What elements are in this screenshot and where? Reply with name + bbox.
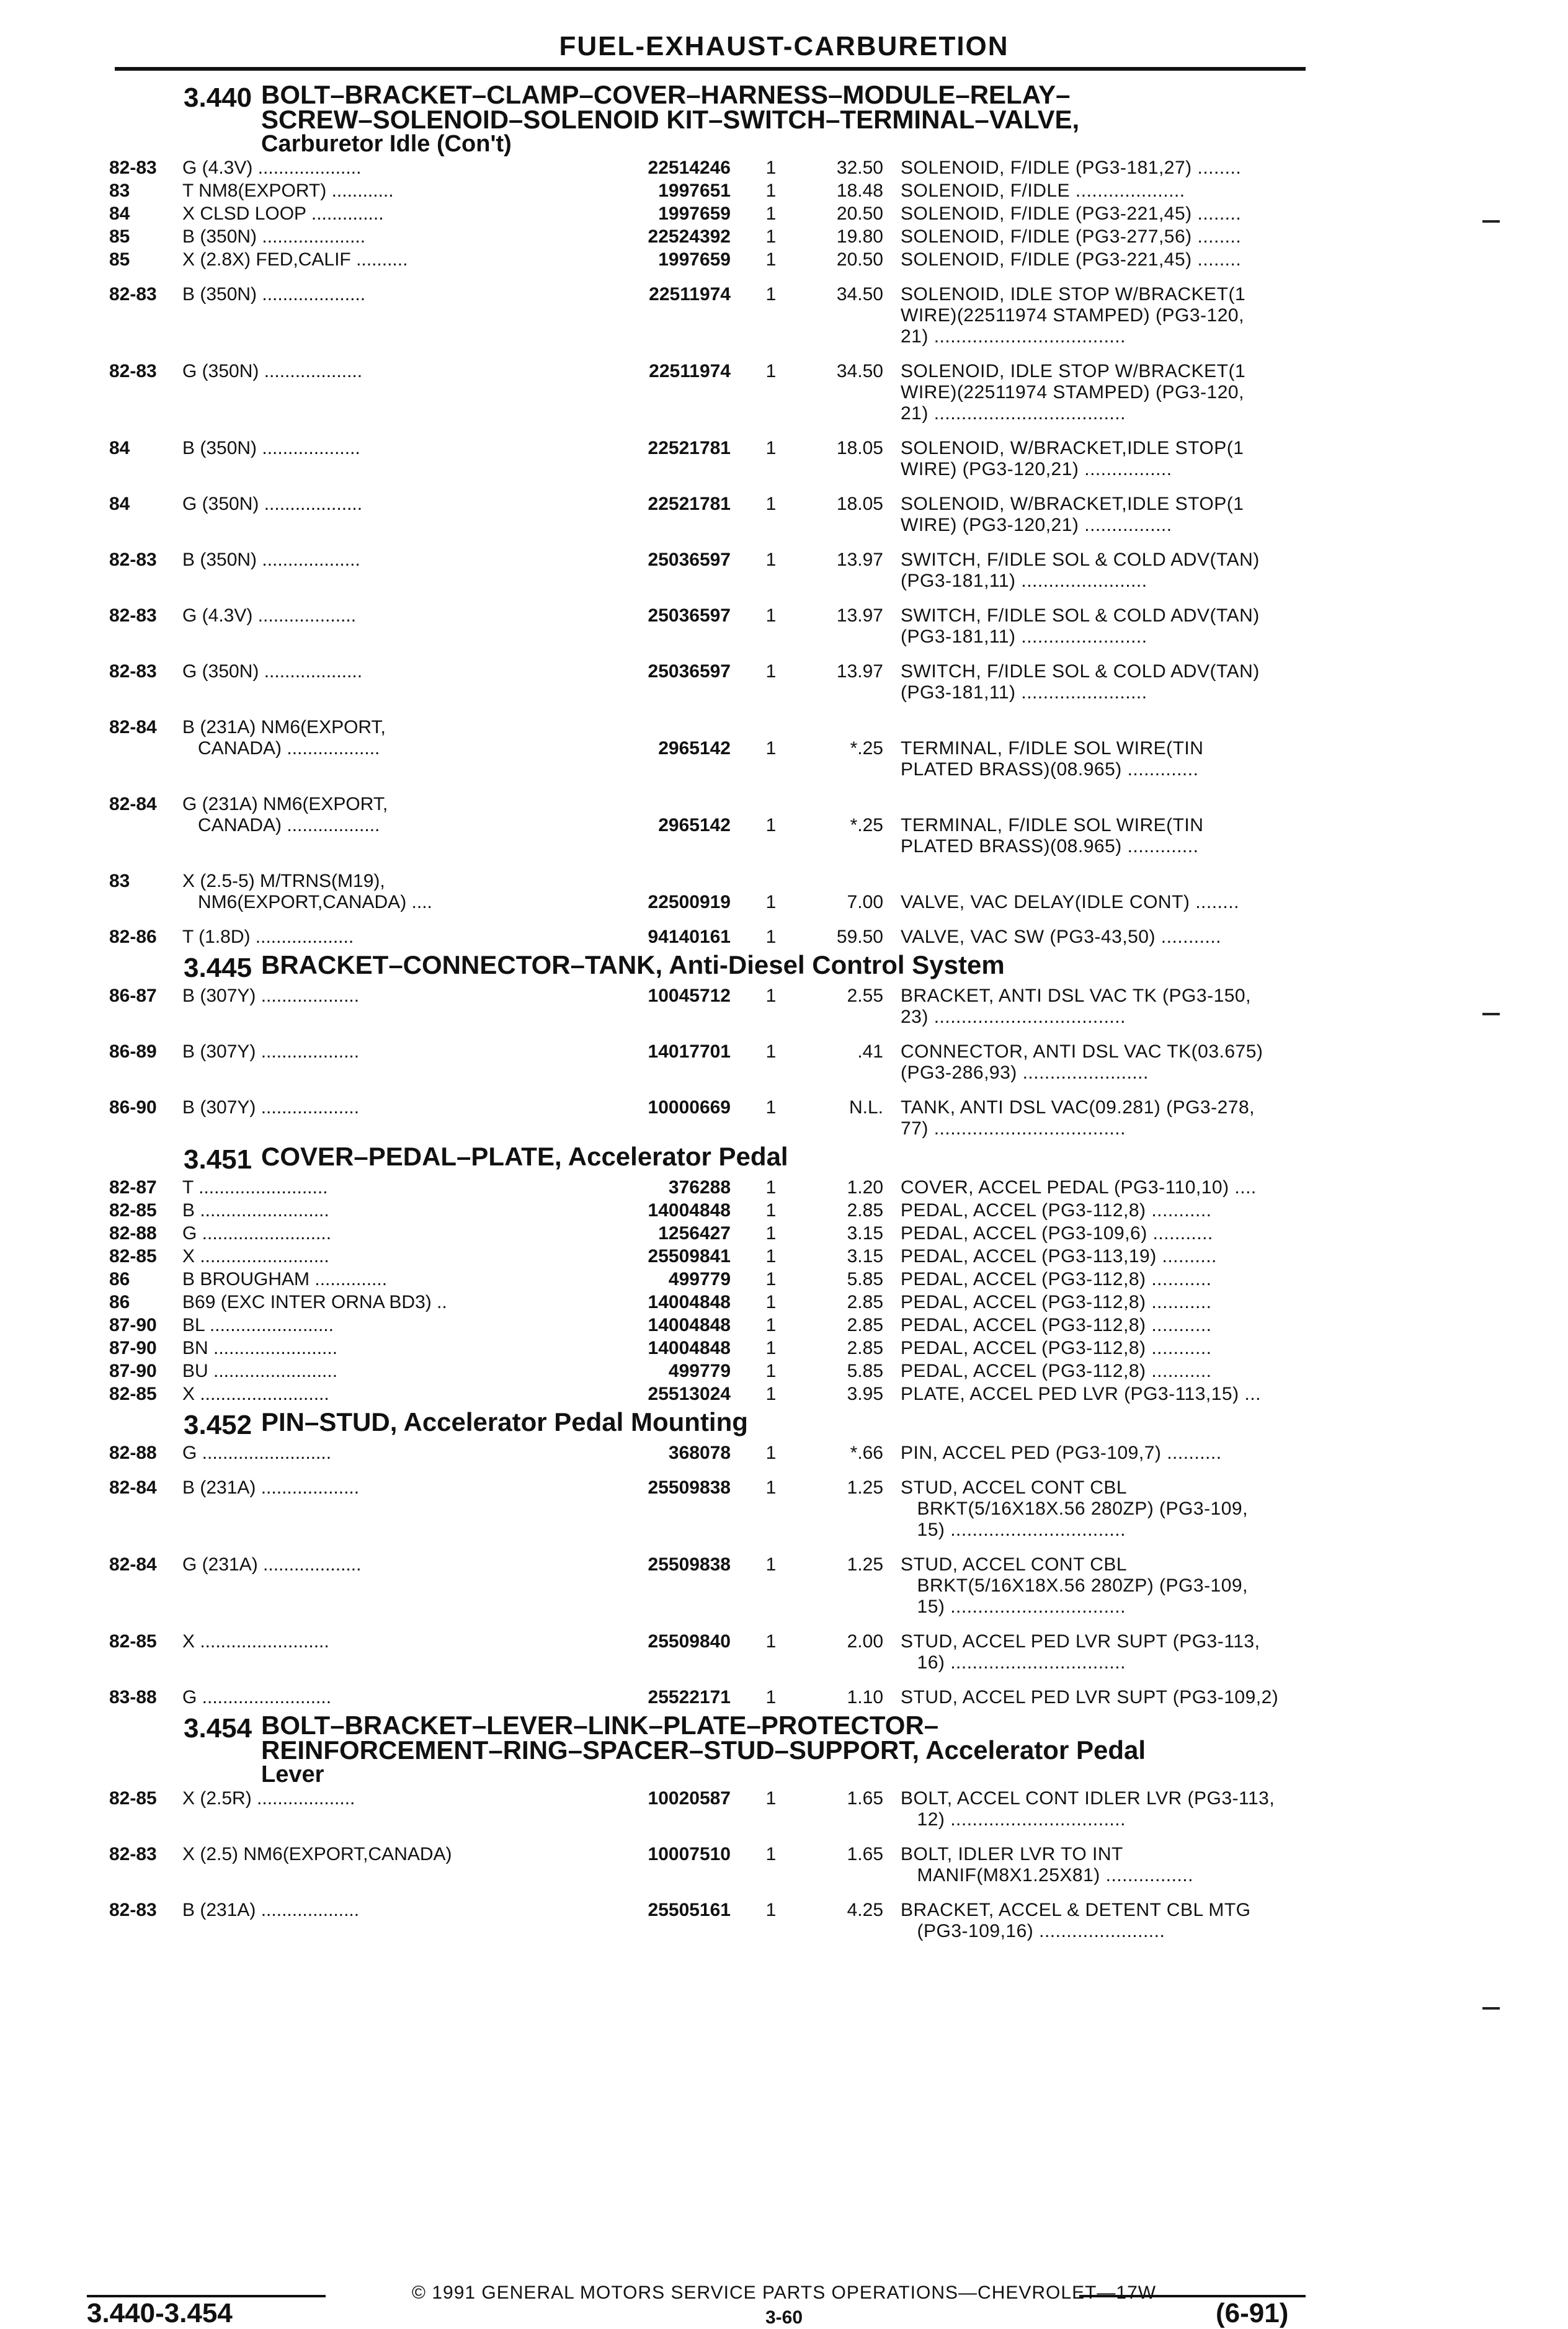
model-year: 82-84: [109, 717, 157, 737]
part-description: VALVE, VAC DELAY(IDLE CONT) ........: [901, 892, 1239, 912]
model-year: 82-84: [109, 794, 157, 814]
quantity: 1: [765, 892, 777, 912]
section: [109, 1144, 1300, 1405]
part-row: [109, 1687, 1300, 1708]
model-year: 82-84: [109, 1554, 157, 1575]
part-row: [109, 927, 1300, 948]
model-year: 82-83: [109, 284, 157, 305]
price: 13.97: [836, 550, 883, 570]
part-row: [109, 986, 1300, 1028]
part-row: [109, 605, 1300, 648]
application: B (307Y) ...................: [182, 1041, 360, 1062]
section-number: 3.454: [184, 1713, 252, 1743]
part-row: [109, 1200, 1300, 1221]
section-heading: BOLT–BRACKET–CLAMP–COVER–HARNESS–MODULE–RELAY–: [261, 80, 1071, 109]
part-row: [109, 794, 1300, 857]
application: X (2.5) NM6(EXPORT,CANADA): [182, 1844, 452, 1864]
price: 18.05: [836, 494, 883, 514]
quantity: 1: [765, 494, 777, 514]
price: 1.25: [847, 1477, 883, 1498]
part-number: 1997659: [658, 249, 731, 270]
quantity: 1: [765, 605, 777, 626]
part-row: [109, 494, 1300, 536]
part-row: [109, 661, 1300, 703]
part-row: [109, 1223, 1300, 1244]
price: 4.25: [847, 1900, 883, 1920]
part-description: SOLENOID, IDLE STOP W/BRACKET(1 WIRE)(22511974 STAMPED) (PG3-120, 21) ...................................: [901, 361, 1246, 424]
part-description: PEDAL, ACCEL (PG3-112,8) ...........: [901, 1361, 1212, 1381]
part-description: SWITCH, F/IDLE SOL & COLD ADV(TAN) (PG3-181,11) .......................: [901, 605, 1260, 647]
part-description: PEDAL, ACCEL (PG3-113,19) ..........: [901, 1246, 1217, 1267]
model-year: 87-90: [109, 1338, 157, 1358]
part-number: 22521781: [648, 438, 731, 458]
part-number: 25036597: [648, 550, 731, 570]
section: [109, 950, 1300, 1139]
part-row: [109, 1631, 1300, 1673]
model-year: 82-88: [109, 1443, 157, 1463]
quantity: 1: [765, 361, 777, 381]
price: 18.48: [836, 180, 883, 201]
application: X (2.5R) ...................: [182, 1788, 355, 1809]
application: B (307Y) ...................: [182, 1097, 360, 1118]
part-number: 14004848: [648, 1200, 731, 1221]
part-row: [109, 249, 1300, 270]
price: 13.97: [836, 661, 883, 682]
application: B (350N) ...................: [182, 438, 360, 458]
part-row: [109, 717, 1300, 780]
application: G (231A) NM6(EXPORT, CANADA) ..................: [182, 794, 388, 835]
part-description: SOLENOID, F/IDLE (PG3-221,45) ........: [901, 249, 1242, 270]
price: .41: [857, 1041, 883, 1062]
section-heading: BRACKET–CONNECTOR–TANK, Anti-Diesel Control System: [261, 950, 1005, 979]
part-row: [109, 1900, 1300, 1942]
application: B69 (EXC INTER ORNA BD3) ..: [182, 1292, 447, 1312]
model-year: 82-83: [109, 661, 157, 682]
part-number: 22500919: [648, 892, 731, 912]
part-description: TERMINAL, F/IDLE SOL WIRE(TIN PLATED BRASS)(08.965) .............: [901, 738, 1204, 780]
model-year: 82-85: [109, 1200, 157, 1221]
quantity: 1: [765, 1384, 777, 1404]
model-year: 86-89: [109, 1041, 157, 1062]
quantity: 1: [765, 1554, 777, 1575]
quantity: 1: [765, 1269, 777, 1289]
application: G .........................: [182, 1223, 332, 1244]
part-number: 2965142: [658, 738, 731, 759]
part-description: VALVE, VAC SW (PG3-43,50) ...........: [901, 927, 1221, 947]
quantity: 1: [765, 1292, 777, 1312]
price: 34.50: [836, 361, 883, 381]
part-row: [109, 284, 1300, 347]
part-number: 22511974: [649, 361, 731, 381]
application: X CLSD LOOP ..............: [182, 203, 384, 224]
model-year: 84: [109, 494, 130, 514]
part-description: BRACKET, ACCEL & DETENT CBL MTG (PG3-109,16) .......................: [901, 1900, 1251, 1941]
model-year: 82-83: [109, 158, 157, 178]
part-row: [109, 1292, 1300, 1313]
footer-section-range: 3.440-3.454: [87, 2298, 233, 2328]
part-description: SOLENOID, IDLE STOP W/BRACKET(1 WIRE)(22511974 STAMPED) (PG3-120, 21) ...................................: [901, 284, 1246, 347]
model-year: 82-83: [109, 605, 157, 626]
part-row: [109, 550, 1300, 592]
margin-mark: [1482, 220, 1500, 223]
part-row: [109, 1041, 1300, 1084]
price: 1.65: [847, 1788, 883, 1809]
part-row: [109, 871, 1300, 913]
quantity: 1: [765, 927, 777, 947]
part-number: 22514246: [648, 158, 731, 178]
model-year: 84: [109, 438, 130, 458]
part-number: 14004848: [648, 1315, 731, 1335]
price: *.66: [850, 1443, 883, 1463]
part-row: [109, 1443, 1300, 1464]
part-description: SOLENOID, F/IDLE ....................: [901, 180, 1185, 201]
part-row: [109, 1315, 1300, 1336]
quantity: 1: [765, 1443, 777, 1463]
price: 32.50: [836, 158, 883, 178]
application: T NM8(EXPORT) ............: [182, 180, 394, 201]
part-number: 368078: [668, 1443, 731, 1463]
part-description: STUD, ACCEL CONT CBL BRKT(5/16X18X.56 280ZP) (PG3-109, 15) ................................: [901, 1554, 1248, 1617]
part-description: SWITCH, F/IDLE SOL & COLD ADV(TAN) (PG3-181,11) .......................: [901, 550, 1260, 591]
section: [109, 82, 1300, 948]
model-year: 82-83: [109, 361, 157, 381]
model-year: 87-90: [109, 1315, 157, 1335]
quantity: 1: [765, 438, 777, 458]
part-number: 14004848: [648, 1292, 731, 1312]
quantity: 1: [765, 1844, 777, 1864]
part-row: [109, 438, 1300, 480]
quantity: 1: [765, 986, 777, 1006]
part-number: 499779: [668, 1269, 731, 1289]
section-number: 3.451: [184, 1144, 252, 1175]
margin-mark: [1482, 2007, 1500, 2010]
part-number: 376288: [668, 1177, 731, 1198]
application: X (2.5-5) M/TRNS(M19), NM6(EXPORT,CANADA) ....: [182, 871, 432, 912]
model-year: 82-86: [109, 927, 157, 947]
application: G (4.3V) ....................: [182, 158, 362, 178]
part-number: 22521781: [648, 494, 731, 514]
quantity: 1: [765, 1223, 777, 1244]
part-row: [109, 1477, 1300, 1541]
section-number: 3.452: [184, 1410, 252, 1440]
quantity: 1: [765, 249, 777, 270]
part-number: 22524392: [648, 226, 731, 247]
price: 2.00: [847, 1631, 883, 1652]
quantity: 1: [765, 1477, 777, 1498]
model-year: 82-83: [109, 1900, 157, 1920]
part-description: BRACKET, ANTI DSL VAC TK (PG3-150, 23) ...................................: [901, 986, 1251, 1027]
model-year: 82-85: [109, 1246, 157, 1267]
application: G (4.3V) ...................: [182, 605, 357, 626]
price: 3.15: [847, 1246, 883, 1267]
part-description: SOLENOID, F/IDLE (PG3-277,56) ........: [901, 226, 1242, 247]
application: B (350N) ....................: [182, 226, 366, 247]
footer-date: (6-91): [1216, 2298, 1289, 2328]
part-description: STUD, ACCEL CONT CBL BRKT(5/16X18X.56 280ZP) (PG3-109, 15) ................................: [901, 1477, 1248, 1540]
price: 2.85: [847, 1315, 883, 1335]
price: 34.50: [836, 284, 883, 305]
section-heading: BOLT–BRACKET–LEVER–LINK–PLATE–PROTECTOR–: [261, 1711, 939, 1740]
model-year: 83: [109, 180, 130, 201]
quantity: 1: [765, 158, 777, 178]
application: B BROUGHAM ..............: [182, 1269, 388, 1289]
application: X .........................: [182, 1631, 329, 1652]
quantity: 1: [765, 1315, 777, 1335]
part-number: 22511974: [649, 284, 731, 305]
page-title: FUEL-EXHAUST-CARBURETION: [559, 31, 1009, 61]
price: N.L.: [849, 1097, 883, 1118]
model-year: 82-85: [109, 1384, 157, 1404]
part-description: PEDAL, ACCEL (PG3-112,8) ...........: [901, 1292, 1212, 1312]
quantity: 1: [765, 1246, 777, 1267]
footer-copyright: © 1991 GENERAL MOTORS SERVICE PARTS OPERATIONS—CHEVROLET—17W: [411, 2282, 1157, 2303]
part-description: TANK, ANTI DSL VAC(09.281) (PG3-278, 77) ...................................: [901, 1097, 1255, 1139]
quantity: 1: [765, 1900, 777, 1920]
part-number: 25522171: [648, 1687, 731, 1708]
part-number: 1997659: [658, 203, 731, 224]
model-year: 86-90: [109, 1097, 157, 1118]
part-number: 10000669: [648, 1097, 731, 1118]
quantity: 1: [765, 1338, 777, 1358]
price: 3.15: [847, 1223, 883, 1244]
part-row: [109, 1246, 1300, 1267]
price: *.25: [850, 738, 883, 759]
model-year: 82-87: [109, 1177, 157, 1198]
application: B (231A) NM6(EXPORT, CANADA) ..................: [182, 717, 386, 759]
part-number: 10045712: [648, 986, 731, 1006]
part-number: 14004848: [648, 1338, 731, 1358]
margin-mark: [1482, 1013, 1500, 1015]
header-rule: [115, 67, 1306, 71]
quantity: 1: [765, 1041, 777, 1062]
section-heading: COVER–PEDAL–PLATE, Accelerator Pedal: [261, 1142, 788, 1171]
part-number: 10007510: [648, 1844, 731, 1864]
section-heading: PIN–STUD, Accelerator Pedal Mounting: [261, 1407, 748, 1436]
part-description: PEDAL, ACCEL (PG3-112,8) ...........: [901, 1338, 1212, 1358]
quantity: 1: [765, 1097, 777, 1118]
quantity: 1: [765, 815, 777, 835]
part-number: 1997651: [658, 180, 731, 201]
model-year: 82-85: [109, 1631, 157, 1652]
part-description: TERMINAL, F/IDLE SOL WIRE(TIN PLATED BRASS)(08.965) .............: [901, 815, 1204, 857]
application: G (350N) ...................: [182, 494, 363, 514]
part-number: 1256427: [658, 1223, 731, 1244]
price: 1.20: [847, 1177, 883, 1198]
part-description: SOLENOID, W/BRACKET,IDLE STOP(1 WIRE) (PG3-120,21) ................: [901, 494, 1244, 535]
section-number: 3.445: [184, 953, 252, 983]
part-description: BOLT, ACCEL CONT IDLER LVR (PG3-113, 12) ................................: [901, 1788, 1275, 1830]
model-year: 84: [109, 203, 130, 224]
part-row: [109, 226, 1300, 247]
price: 5.85: [847, 1269, 883, 1289]
price: 3.95: [847, 1384, 883, 1404]
application: BL ........................: [182, 1315, 334, 1335]
quantity: 1: [765, 180, 777, 201]
part-description: SWITCH, F/IDLE SOL & COLD ADV(TAN) (PG3-181,11) .......................: [901, 661, 1260, 703]
section: [109, 1407, 1300, 1708]
section: [109, 1713, 1300, 1942]
application: G .........................: [182, 1687, 332, 1708]
part-description: PEDAL, ACCEL (PG3-112,8) ...........: [901, 1200, 1212, 1221]
part-description: COVER, ACCEL PEDAL (PG3-110,10) ....: [901, 1177, 1257, 1198]
application: B (307Y) ...................: [182, 986, 360, 1006]
part-description: SOLENOID, F/IDLE (PG3-181,27) ........: [901, 158, 1242, 178]
quantity: 1: [765, 284, 777, 305]
application: X .........................: [182, 1384, 329, 1404]
application: T .........................: [182, 1177, 328, 1198]
quantity: 1: [765, 661, 777, 682]
model-year: 82-83: [109, 1844, 157, 1864]
part-number: 14017701: [648, 1041, 731, 1062]
application: BN ........................: [182, 1338, 338, 1358]
model-year: 86: [109, 1292, 130, 1312]
model-year: 82-83: [109, 550, 157, 570]
part-description: SOLENOID, F/IDLE (PG3-221,45) ........: [901, 203, 1242, 224]
part-number: 499779: [668, 1361, 731, 1381]
application: BU ........................: [182, 1361, 338, 1381]
model-year: 83: [109, 871, 130, 891]
model-year: 87-90: [109, 1361, 157, 1381]
part-row: [109, 1361, 1300, 1382]
application: X .........................: [182, 1246, 329, 1267]
model-year: 86-87: [109, 986, 157, 1006]
application: B .........................: [182, 1200, 329, 1221]
application: X (2.8X) FED,CALIF ..........: [182, 249, 408, 270]
part-row: [109, 1554, 1300, 1618]
price: 20.50: [836, 203, 883, 224]
quantity: 1: [765, 1788, 777, 1809]
section-subheading: Carburetor Idle (Con't): [261, 131, 512, 157]
part-number: 25509840: [648, 1631, 731, 1652]
price: 59.50: [836, 927, 883, 947]
application: G (350N) ...................: [182, 361, 363, 381]
part-description: BOLT, IDLER LVR TO INT MANIF(M8X1.25X81) ................: [901, 1844, 1193, 1886]
application: B (350N) ...................: [182, 550, 360, 570]
model-year: 82-85: [109, 1788, 157, 1809]
part-description: PEDAL, ACCEL (PG3-109,6) ...........: [901, 1223, 1213, 1244]
quantity: 1: [765, 203, 777, 224]
section-heading: SCREW–SOLENOID–SOLENOID KIT–SWITCH–TERMINAL–VALVE,: [261, 105, 1080, 134]
application: B (350N) ....................: [182, 284, 366, 305]
quantity: 1: [765, 550, 777, 570]
price: 2.85: [847, 1200, 883, 1221]
part-description: PLATE, ACCEL PED LVR (PG3-113,15) ...: [901, 1384, 1261, 1404]
price: 19.80: [836, 226, 883, 247]
part-row: [109, 203, 1300, 225]
application: B (231A) ...................: [182, 1900, 360, 1920]
model-year: 82-84: [109, 1477, 157, 1498]
price: 20.50: [836, 249, 883, 270]
part-description: PIN, ACCEL PED (PG3-109,7) ..........: [901, 1443, 1222, 1463]
model-year: 82-88: [109, 1223, 157, 1244]
model-year: 83-88: [109, 1687, 157, 1708]
part-row: [109, 1788, 1300, 1830]
price: 18.05: [836, 438, 883, 458]
quantity: 1: [765, 226, 777, 247]
quantity: 1: [765, 1687, 777, 1708]
part-description: STUD, ACCEL PED LVR SUPT (PG3-109,2): [901, 1687, 1279, 1708]
part-number: 2965142: [658, 815, 731, 835]
application: G (350N) ...................: [182, 661, 363, 682]
part-description: PEDAL, ACCEL (PG3-112,8) ...........: [901, 1315, 1212, 1335]
model-year: 86: [109, 1269, 130, 1289]
model-year: 85: [109, 249, 130, 270]
part-number: 25509841: [648, 1246, 731, 1267]
price: 2.85: [847, 1338, 883, 1358]
part-row: [109, 158, 1300, 179]
part-row: [109, 1844, 1300, 1886]
quantity: 1: [765, 1200, 777, 1221]
part-number: 25509838: [648, 1477, 731, 1498]
part-row: [109, 1384, 1300, 1405]
part-number: 25036597: [648, 605, 731, 626]
section-number: 3.440: [184, 82, 252, 113]
part-description: STUD, ACCEL PED LVR SUPT (PG3-113, 16) ................................: [901, 1631, 1260, 1673]
part-row: [109, 1338, 1300, 1359]
price: 1.25: [847, 1554, 883, 1575]
application: B (231A) ...................: [182, 1477, 360, 1498]
price: 2.55: [847, 986, 883, 1006]
quantity: 1: [765, 738, 777, 759]
part-row: [109, 1177, 1300, 1198]
part-number: 94140161: [648, 927, 731, 947]
part-description: PEDAL, ACCEL (PG3-112,8) ...........: [901, 1269, 1212, 1289]
part-row: [109, 180, 1300, 202]
price: *.25: [850, 815, 883, 835]
part-description: CONNECTOR, ANTI DSL VAC TK(03.675) (PG3-286,93) .......................: [901, 1041, 1263, 1083]
part-number: 25509838: [648, 1554, 731, 1575]
section-heading: REINFORCEMENT–RING–SPACER–STUD–SUPPORT, Accelerator Pedal: [261, 1735, 1146, 1765]
quantity: 1: [765, 1631, 777, 1652]
quantity: 1: [765, 1361, 777, 1381]
part-number: 25505161: [648, 1900, 731, 1920]
part-row: [109, 1269, 1300, 1290]
model-year: 85: [109, 226, 130, 247]
application: G .........................: [182, 1443, 332, 1463]
price: 2.85: [847, 1292, 883, 1312]
application: T (1.8D) ...................: [182, 927, 354, 947]
footer-page-number: 3-60: [765, 2307, 803, 2328]
price: 1.65: [847, 1844, 883, 1864]
section-subheading: Lever: [261, 1761, 324, 1788]
part-number: 25513024: [648, 1384, 731, 1404]
parts-listing: [109, 78, 1300, 1942]
part-number: 25036597: [648, 661, 731, 682]
application: G (231A) ...................: [182, 1554, 362, 1575]
price: 5.85: [847, 1361, 883, 1381]
part-number: 10020587: [648, 1788, 731, 1809]
part-row: [109, 361, 1300, 424]
part-row: [109, 1097, 1300, 1139]
price: 13.97: [836, 605, 883, 626]
part-description: SOLENOID, W/BRACKET,IDLE STOP(1 WIRE) (PG3-120,21) ................: [901, 438, 1244, 479]
price: 7.00: [847, 892, 883, 912]
price: 1.10: [847, 1687, 883, 1708]
quantity: 1: [765, 1177, 777, 1198]
